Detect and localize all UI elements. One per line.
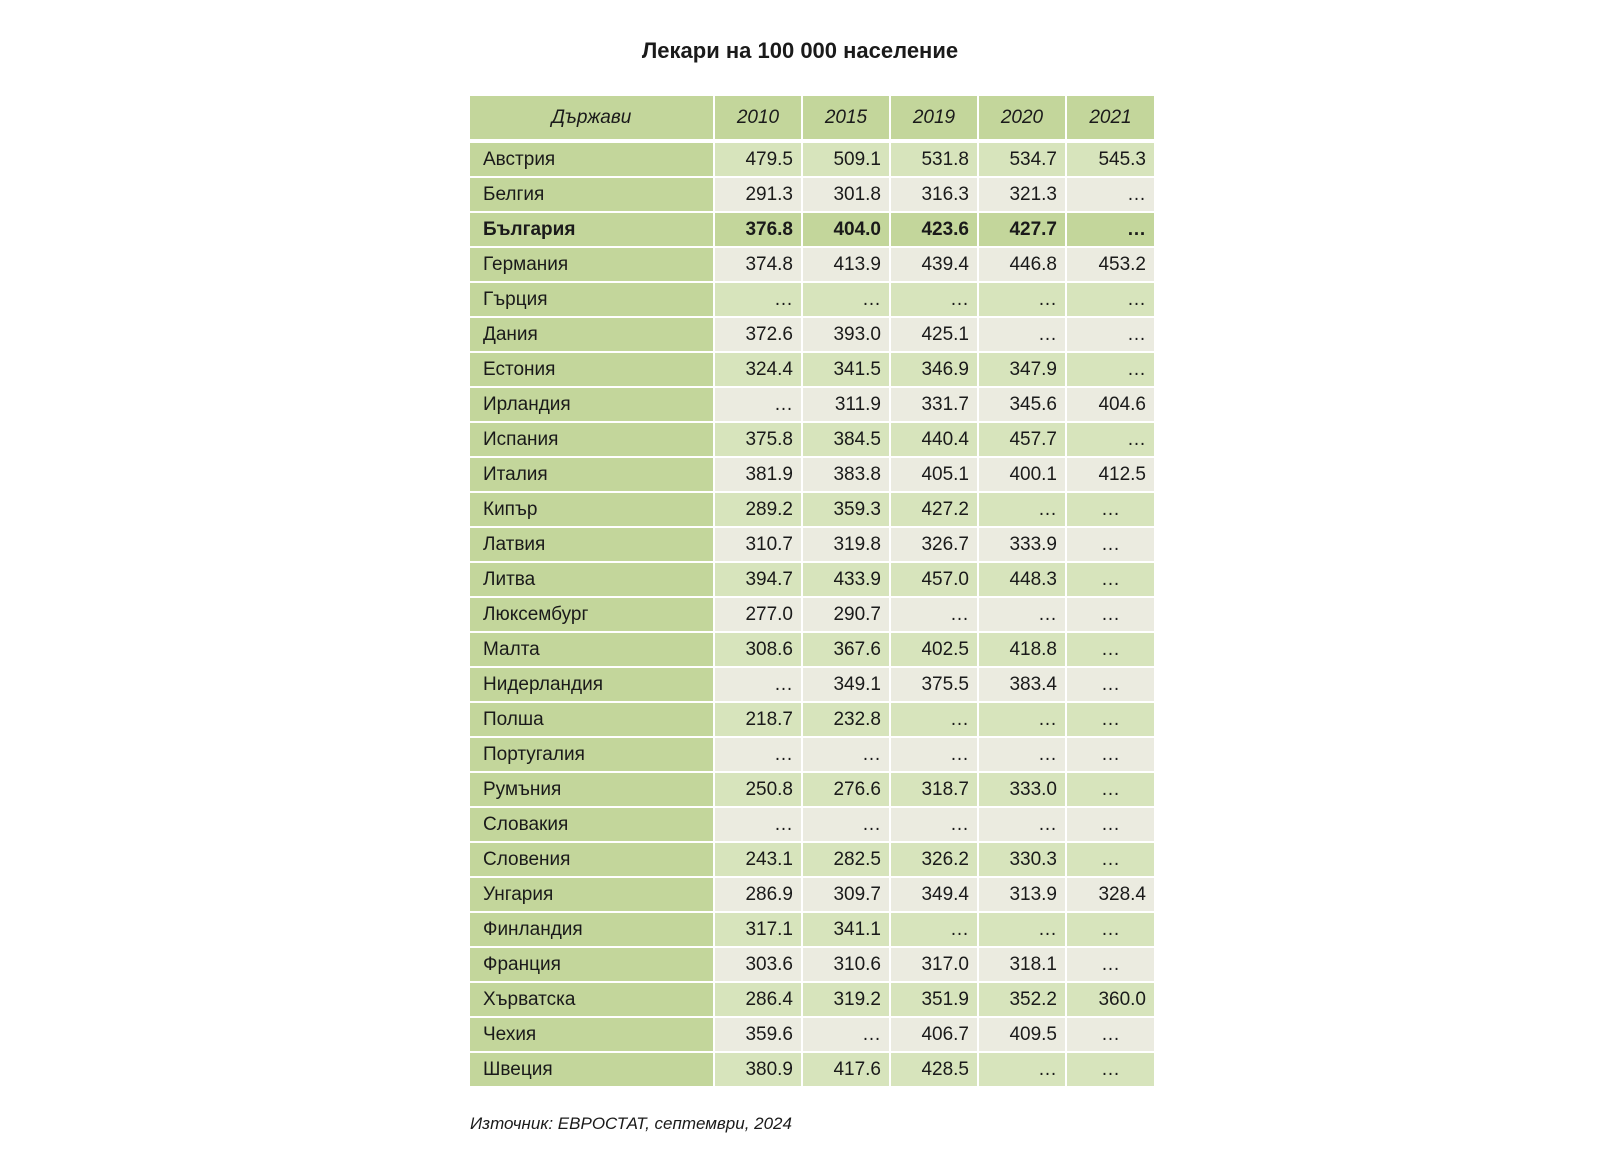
value-cell: 319.2 [802, 982, 890, 1017]
value-cell: 372.6 [714, 317, 802, 352]
column-header-year: 2021 [1066, 96, 1154, 141]
value-cell: … [978, 597, 1066, 632]
value-cell: 427.7 [978, 212, 1066, 247]
value-cell: 383.4 [978, 667, 1066, 702]
value-cell: 324.4 [714, 352, 802, 387]
value-cell: 341.1 [802, 912, 890, 947]
value-cell: 328.4 [1066, 877, 1154, 912]
value-cell: … [1066, 807, 1154, 842]
value-cell: 326.2 [890, 842, 978, 877]
value-cell: 303.6 [714, 947, 802, 982]
value-cell: … [890, 912, 978, 947]
value-cell: … [714, 387, 802, 422]
value-cell: 413.9 [802, 247, 890, 282]
value-cell: … [1066, 177, 1154, 212]
value-cell: … [802, 1017, 890, 1052]
value-cell: … [802, 737, 890, 772]
value-cell: 309.7 [802, 877, 890, 912]
table-row [470, 1052, 1154, 1087]
value-cell: … [714, 737, 802, 772]
value-cell: 349.1 [802, 667, 890, 702]
value-cell: … [714, 282, 802, 317]
country-cell: Австрия [470, 141, 714, 177]
value-cell: … [1066, 527, 1154, 562]
table-row [470, 842, 1154, 877]
value-cell: … [1066, 947, 1154, 982]
value-cell: … [1066, 912, 1154, 947]
value-cell: … [978, 492, 1066, 527]
value-cell: … [1066, 282, 1154, 317]
value-cell: 367.6 [802, 632, 890, 667]
value-cell: 384.5 [802, 422, 890, 457]
value-cell: … [1066, 737, 1154, 772]
value-cell: 409.5 [978, 1017, 1066, 1052]
value-cell: 360.0 [1066, 982, 1154, 1017]
country-cell: Естония [470, 352, 714, 387]
value-cell: … [1066, 1052, 1154, 1087]
value-cell: … [1066, 562, 1154, 597]
value-cell: … [1066, 702, 1154, 737]
value-cell: 321.3 [978, 177, 1066, 212]
table-row [470, 387, 1154, 422]
table-row [470, 1017, 1154, 1052]
value-cell: 232.8 [802, 702, 890, 737]
value-cell: … [1066, 492, 1154, 527]
value-cell: 375.5 [890, 667, 978, 702]
value-cell: 417.6 [802, 1052, 890, 1087]
column-header-year: 2015 [802, 96, 890, 141]
value-cell: 345.6 [978, 387, 1066, 422]
value-cell: … [978, 282, 1066, 317]
value-cell: 423.6 [890, 212, 978, 247]
column-header-country: Държави [470, 96, 714, 141]
value-cell: 310.7 [714, 527, 802, 562]
table-row [470, 632, 1154, 667]
table-row [470, 877, 1154, 912]
value-cell: … [1066, 352, 1154, 387]
value-cell: 380.9 [714, 1052, 802, 1087]
value-cell: … [1066, 772, 1154, 807]
value-cell: 316.3 [890, 177, 978, 212]
value-cell: … [978, 807, 1066, 842]
country-cell: Хърватска [470, 982, 714, 1017]
value-cell: … [978, 912, 1066, 947]
value-cell: 352.2 [978, 982, 1066, 1017]
value-cell: 301.8 [802, 177, 890, 212]
value-cell: 457.0 [890, 562, 978, 597]
table-body [470, 141, 1154, 1087]
value-cell: 313.9 [978, 877, 1066, 912]
value-cell: 347.9 [978, 352, 1066, 387]
value-cell: … [1066, 317, 1154, 352]
value-cell: … [1066, 632, 1154, 667]
value-cell: 286.9 [714, 877, 802, 912]
table-row [470, 597, 1154, 632]
table-row [470, 527, 1154, 562]
country-cell: Кипър [470, 492, 714, 527]
country-cell: Люксембург [470, 597, 714, 632]
value-cell: 418.8 [978, 632, 1066, 667]
value-cell: … [978, 1052, 1066, 1087]
table-row [470, 492, 1154, 527]
country-cell: Гърция [470, 282, 714, 317]
value-cell: … [890, 597, 978, 632]
value-cell: … [714, 667, 802, 702]
value-cell: 400.1 [978, 457, 1066, 492]
table-row [470, 667, 1154, 702]
value-cell: 545.3 [1066, 141, 1154, 177]
table-row [470, 177, 1154, 212]
country-cell: Малта [470, 632, 714, 667]
value-cell: 286.4 [714, 982, 802, 1017]
value-cell: 427.2 [890, 492, 978, 527]
country-cell: Унгария [470, 877, 714, 912]
value-cell: 311.9 [802, 387, 890, 422]
value-cell: 404.0 [802, 212, 890, 247]
value-cell: … [890, 702, 978, 737]
table-row [470, 947, 1154, 982]
value-cell: 412.5 [1066, 457, 1154, 492]
value-cell: 291.3 [714, 177, 802, 212]
table-row [470, 422, 1154, 457]
column-header-year: 2010 [714, 96, 802, 141]
value-cell: 341.5 [802, 352, 890, 387]
country-cell: Ирландия [470, 387, 714, 422]
table-row [470, 141, 1154, 177]
value-cell: 318.7 [890, 772, 978, 807]
value-cell: … [1066, 212, 1154, 247]
value-cell: … [1066, 667, 1154, 702]
value-cell: 277.0 [714, 597, 802, 632]
table-row [470, 352, 1154, 387]
value-cell: 289.2 [714, 492, 802, 527]
table-row [470, 457, 1154, 492]
value-cell: 448.3 [978, 562, 1066, 597]
table-row [470, 317, 1154, 352]
value-cell: … [978, 702, 1066, 737]
value-cell: 405.1 [890, 457, 978, 492]
table-row [470, 982, 1154, 1017]
value-cell: 282.5 [802, 842, 890, 877]
column-header-year: 2019 [890, 96, 978, 141]
value-cell: 406.7 [890, 1017, 978, 1052]
value-cell: 374.8 [714, 247, 802, 282]
country-cell: Дания [470, 317, 714, 352]
physicians-table [470, 96, 1154, 1088]
table-row [470, 772, 1154, 807]
value-cell: 376.8 [714, 212, 802, 247]
country-cell: Нидерландия [470, 667, 714, 702]
value-cell: … [890, 807, 978, 842]
value-cell: 346.9 [890, 352, 978, 387]
value-cell: 457.7 [978, 422, 1066, 457]
value-cell: 290.7 [802, 597, 890, 632]
value-cell: 276.6 [802, 772, 890, 807]
value-cell: 534.7 [978, 141, 1066, 177]
value-cell: 509.1 [802, 141, 890, 177]
country-cell: Испания [470, 422, 714, 457]
country-cell: Латвия [470, 527, 714, 562]
value-cell: 453.2 [1066, 247, 1154, 282]
value-cell: 331.7 [890, 387, 978, 422]
table-row [470, 807, 1154, 842]
value-cell: … [1066, 842, 1154, 877]
value-cell: 375.8 [714, 422, 802, 457]
value-cell: … [1066, 597, 1154, 632]
table-row [470, 247, 1154, 282]
country-cell: Словакия [470, 807, 714, 842]
value-cell: 381.9 [714, 457, 802, 492]
value-cell: 317.1 [714, 912, 802, 947]
table-row [470, 562, 1154, 597]
column-header-year: 2020 [978, 96, 1066, 141]
value-cell: … [890, 737, 978, 772]
country-cell: Словения [470, 842, 714, 877]
value-cell: 218.7 [714, 702, 802, 737]
country-cell: Белгия [470, 177, 714, 212]
value-cell: 250.8 [714, 772, 802, 807]
value-cell: 433.9 [802, 562, 890, 597]
value-cell: 393.0 [802, 317, 890, 352]
value-cell: 425.1 [890, 317, 978, 352]
table-row [470, 212, 1154, 247]
header-row [470, 96, 1154, 141]
value-cell: 310.6 [802, 947, 890, 982]
value-cell: 440.4 [890, 422, 978, 457]
value-cell: 446.8 [978, 247, 1066, 282]
value-cell: 349.4 [890, 877, 978, 912]
value-cell: 318.1 [978, 947, 1066, 982]
value-cell: … [802, 807, 890, 842]
value-cell: … [1066, 1017, 1154, 1052]
country-cell: Италия [470, 457, 714, 492]
value-cell: … [978, 317, 1066, 352]
value-cell: … [1066, 422, 1154, 457]
table-row [470, 737, 1154, 772]
value-cell: 243.1 [714, 842, 802, 877]
country-cell: България [470, 212, 714, 247]
country-cell: Швеция [470, 1052, 714, 1087]
country-cell: Румъния [470, 772, 714, 807]
value-cell: 326.7 [890, 527, 978, 562]
value-cell: 317.0 [890, 947, 978, 982]
value-cell: 333.9 [978, 527, 1066, 562]
table-title: Лекари на 100 000 население [641, 38, 959, 63]
country-cell: Полша [470, 702, 714, 737]
country-cell: Португалия [470, 737, 714, 772]
table-row [470, 912, 1154, 947]
country-cell: Германия [470, 247, 714, 282]
value-cell: 359.6 [714, 1017, 802, 1052]
value-cell: 402.5 [890, 632, 978, 667]
value-cell: 404.6 [1066, 387, 1154, 422]
country-cell: Франция [470, 947, 714, 982]
value-cell: … [890, 282, 978, 317]
value-cell: 439.4 [890, 247, 978, 282]
table-row [470, 282, 1154, 317]
value-cell: 394.7 [714, 562, 802, 597]
value-cell: 383.8 [802, 457, 890, 492]
country-cell: Литва [470, 562, 714, 597]
country-cell: Чехия [470, 1017, 714, 1052]
source-note: Източник: ЕВРОСТАТ, септември, 2024 [470, 1114, 792, 1133]
table-row [470, 702, 1154, 737]
value-cell: 330.3 [978, 842, 1066, 877]
value-cell: 333.0 [978, 772, 1066, 807]
value-cell: 308.6 [714, 632, 802, 667]
value-cell: … [978, 737, 1066, 772]
value-cell: … [802, 282, 890, 317]
value-cell: 319.8 [802, 527, 890, 562]
value-cell: 428.5 [890, 1052, 978, 1087]
value-cell: 479.5 [714, 141, 802, 177]
value-cell: 351.9 [890, 982, 978, 1017]
value-cell: 531.8 [890, 141, 978, 177]
country-cell: Финландия [470, 912, 714, 947]
value-cell: … [714, 807, 802, 842]
value-cell: 359.3 [802, 492, 890, 527]
